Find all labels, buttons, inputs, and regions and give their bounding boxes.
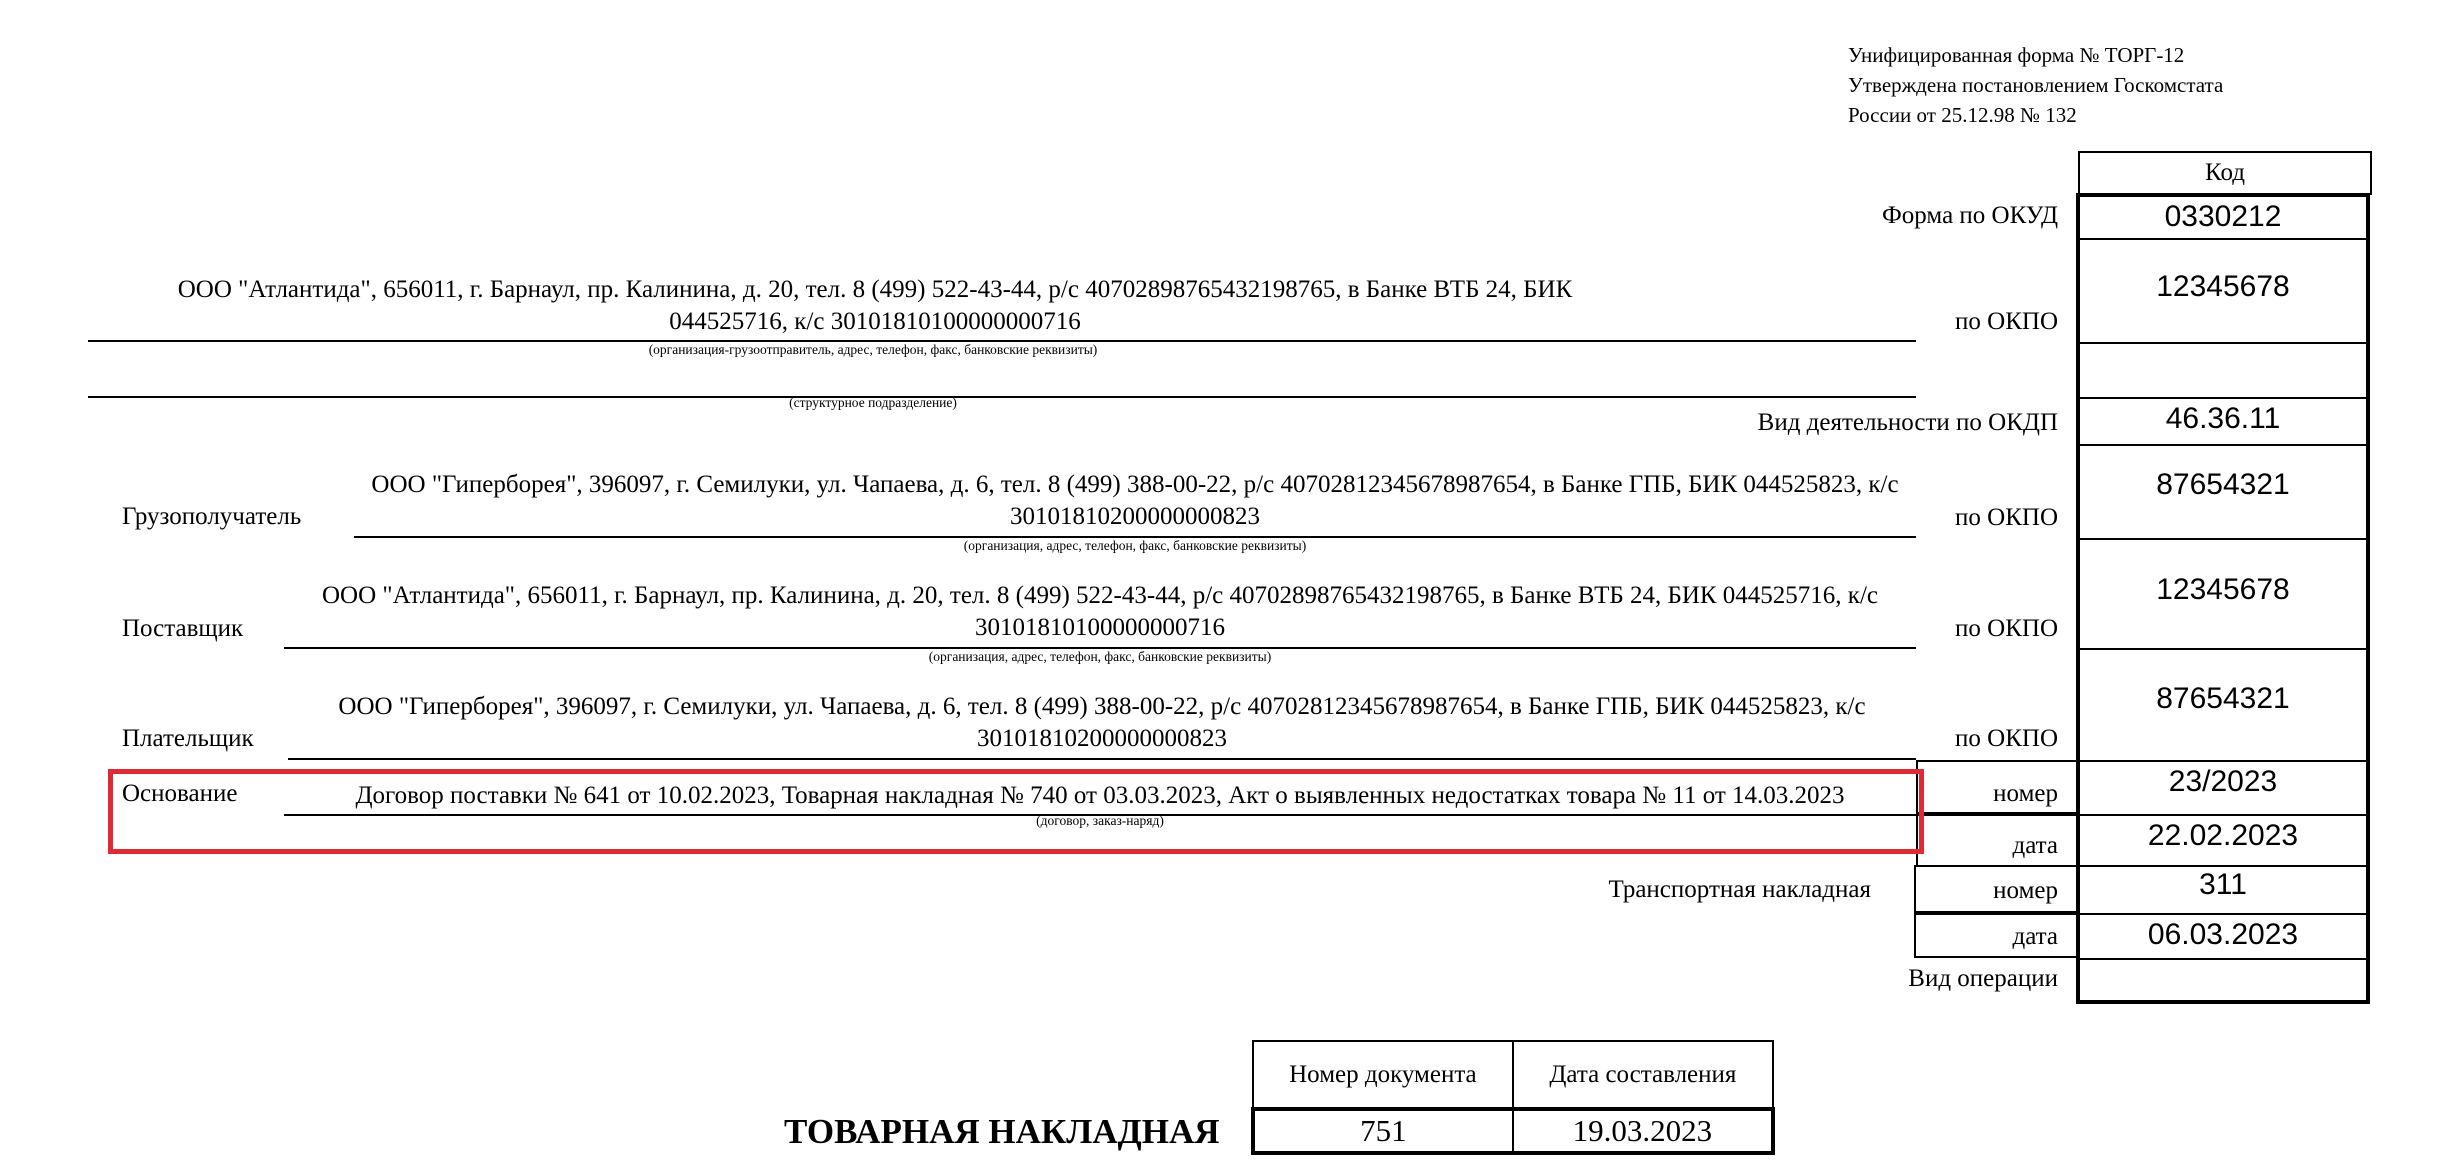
okpo-payer-code: 87654321 xyxy=(2076,648,2370,760)
document-number-table xyxy=(1251,1040,1775,1155)
okpo-shipper-label: по ОКПО xyxy=(1955,308,2058,335)
payer-details: ООО "Гиперборея", 396097, г. Семилуки, ул. Чапаева, д. 6, тел. 8 (499) 388-00-22, р/с 40702812345678987654, в Банке ГПБ, БИК 044525823, к/с 30101810200000000823 xyxy=(338,693,1866,752)
basis-number-code: 23/2023 xyxy=(2076,760,2370,814)
supplier-label: Поставщик xyxy=(122,615,244,642)
okpo-consignee-code: 87654321 xyxy=(2076,444,2370,538)
okud-code: 0330212 xyxy=(2076,193,2370,238)
consignee-label: Грузополучатель xyxy=(122,503,302,530)
basis-label: Основание xyxy=(122,780,238,807)
transport-number-label: номер xyxy=(1993,877,2058,904)
okdp-label: Вид деятельности по ОКДП xyxy=(1757,409,2058,436)
shipper-hint: (организация-грузоотправитель, адрес, телефон, факс, банковские реквизиты) xyxy=(648,342,1098,357)
transport-date-code: 06.03.2023 xyxy=(2076,913,2370,958)
code-column-header: Код xyxy=(2078,151,2372,195)
basis-details: Договор поставки № 641 от 10.02.2023, Товарная накладная № 740 от 03.03.2023, Акт о выявленных недостатках товара № 11 от 14.03.2023 xyxy=(355,782,1845,809)
okpo-shipper-code: 12345678 xyxy=(2076,238,2370,342)
form-header-note xyxy=(1848,40,2223,130)
document-number: 751 xyxy=(1253,1109,1513,1153)
basis-highlight-box xyxy=(108,769,1924,854)
basis-date-label: дата xyxy=(2012,832,2058,859)
basis-number-label: номер xyxy=(1993,780,2058,807)
shipper-details: ООО "Атлантида", 656011, г. Барнаул, пр. Калинина, д. 20, тел. 8 (499) 522-43-44, р/с 40702898765432198765, в Банке ВТБ 24, БИК 044525716, к/с 30101810100000000716 xyxy=(177,276,1573,335)
okpo-supplier-code: 12345678 xyxy=(2076,538,2370,648)
transport-date-label: дата xyxy=(2012,923,2058,950)
operation-label: Вид операции xyxy=(1908,965,2058,992)
supplier-hint: (организация, адрес, телефон, факс, банковские реквизиты) xyxy=(928,649,1272,664)
transport-label: Транспортная накладная xyxy=(1608,876,1871,903)
operation-code xyxy=(2076,958,2370,1004)
okpo-payer-label: по ОКПО xyxy=(1955,725,2058,752)
payer-label: Плательщик xyxy=(122,725,254,752)
document-date: 19.03.2023 xyxy=(1513,1109,1773,1153)
basis-date-code: 22.02.2023 xyxy=(2076,814,2370,865)
okdp-code: 46.36.11 xyxy=(2076,397,2370,444)
supplier-details: ООО "Атлантида", 656011, г. Барнаул, пр. Калинина, д. 20, тел. 8 (499) 522-43-44, р/с 40702898765432198765, в Банке ВТБ 24, БИК 044525716, к/с 30101810100000000716 xyxy=(322,582,1878,641)
form-name: Унифицированная форма № ТОРГ-12 xyxy=(1848,43,2185,67)
division-code xyxy=(2076,342,2370,397)
transport-number-code: 311 xyxy=(2076,865,2370,913)
form-approval-date: России от 25.12.98 № 132 xyxy=(1848,103,2077,127)
okpo-consignee-label: по ОКПО xyxy=(1955,504,2058,531)
payer-underline xyxy=(288,758,1916,760)
form-approval: Утверждена постановлением Госкомстата xyxy=(1848,73,2224,97)
document-date-header: Дата составления xyxy=(1513,1041,1773,1109)
document-number-header: Номер документа xyxy=(1253,1041,1513,1109)
basis-hint: (договор, заказ-наряд) xyxy=(1036,813,1164,828)
document-title: ТОВАРНАЯ НАКЛАДНАЯ xyxy=(784,1112,1220,1151)
division-hint: (структурное подразделение) xyxy=(789,395,957,410)
consignee-hint: (организация, адрес, телефон, факс, банковские реквизиты) xyxy=(963,538,1307,553)
consignee-details: ООО "Гиперборея", 396097, г. Семилуки, ул. Чапаева, д. 6, тел. 8 (499) 388-00-22, р/с 40702812345678987654, в Банке ГПБ, БИК 044525823, к/с 30101810200000000823 xyxy=(371,471,1899,530)
okud-label: Форма по ОКУД xyxy=(1882,202,2058,229)
okpo-supplier-label: по ОКПО xyxy=(1955,615,2058,642)
